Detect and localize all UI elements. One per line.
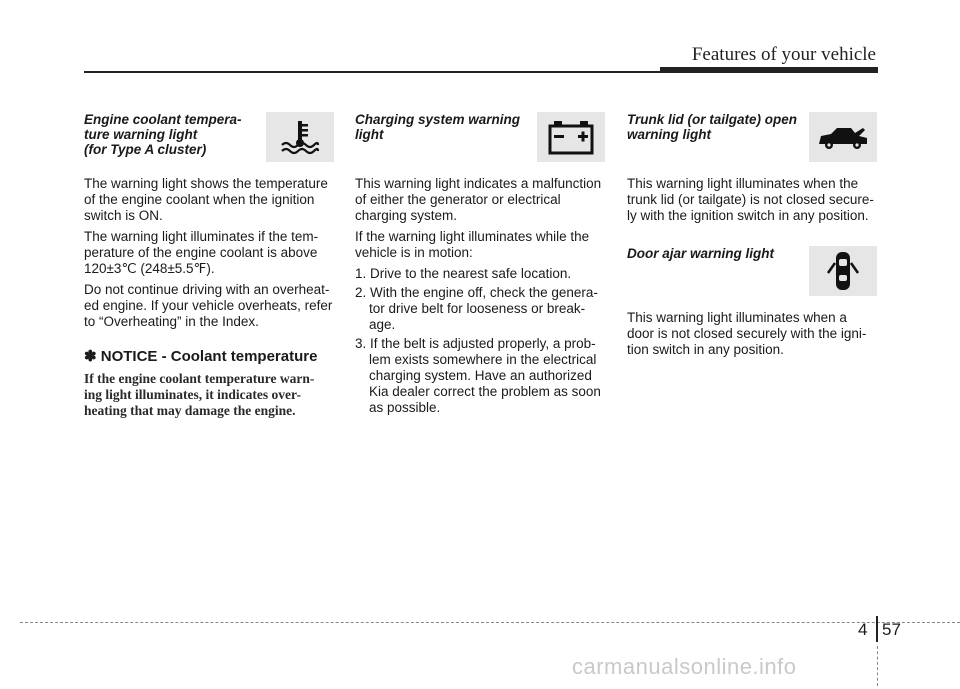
text-line: Kia dealer correct the problem as soon bbox=[369, 384, 601, 399]
text-line: 3. If the belt is adjusted properly, a prob- bbox=[355, 336, 596, 351]
paragraph bbox=[355, 176, 605, 224]
paragraph bbox=[355, 229, 605, 261]
text-line: ly with the ignition switch in any position. bbox=[627, 208, 869, 223]
heading-line: Door ajar warning light bbox=[627, 246, 775, 261]
running-header: Features of your vehicle bbox=[691, 44, 876, 65]
numbered-list bbox=[355, 266, 605, 416]
heading-line: warning light bbox=[627, 127, 711, 142]
text-line: of either the generator or electrical bbox=[355, 192, 561, 207]
list-item bbox=[355, 285, 605, 333]
footer-crop-mark bbox=[877, 646, 878, 686]
heading-line: Charging system warning bbox=[355, 112, 521, 127]
text-line: lem exists somewhere in the electrical bbox=[369, 352, 597, 367]
door-ajar-icon bbox=[809, 246, 877, 296]
text-line: ed engine. If your vehicle overheats, refer bbox=[84, 298, 333, 313]
coolant-temperature-icon bbox=[266, 112, 334, 162]
text-line: perature of the engine coolant is above bbox=[84, 245, 318, 260]
text-line: trunk lid (or tailgate) is not closed secure- bbox=[627, 192, 874, 207]
paragraph bbox=[84, 282, 334, 330]
heading-line: Trunk lid (or tailgate) open bbox=[627, 112, 798, 127]
column-trunk-door bbox=[627, 112, 877, 358]
text-line: door is not closed securely with the igni- bbox=[627, 326, 867, 341]
page-number-divider bbox=[876, 616, 878, 642]
text-line: If the engine coolant temperature warn- bbox=[84, 371, 315, 386]
heading-line: (for Type A cluster) bbox=[84, 142, 207, 157]
text-line: This warning light indicates a malfunction bbox=[355, 176, 602, 191]
column-charging-system bbox=[355, 112, 605, 419]
column-engine-coolant bbox=[84, 112, 334, 419]
watermark: carmanualsonline.info bbox=[572, 654, 797, 679]
text-line: heating that may damage the engine. bbox=[84, 403, 296, 418]
text-line: age. bbox=[369, 317, 396, 332]
text-line: tor drive belt for looseness or break- bbox=[369, 301, 586, 316]
notice-subtitle: - Coolant temperature bbox=[161, 348, 318, 365]
text-line: This warning light illuminates when a bbox=[627, 310, 847, 325]
text-line: to “Overheating” in the Index. bbox=[84, 314, 259, 329]
paragraph bbox=[627, 176, 877, 224]
section-heading-engine-coolant bbox=[84, 112, 254, 157]
battery-icon bbox=[537, 112, 605, 162]
header-rule-accent bbox=[660, 67, 878, 73]
text-line: charging system. bbox=[355, 208, 458, 223]
list-item bbox=[355, 266, 605, 282]
heading-line: Engine coolant tempera- bbox=[84, 112, 242, 127]
text-line: vehicle is in motion: bbox=[355, 245, 473, 260]
text-line: 2. With the engine off, check the genera- bbox=[355, 285, 598, 300]
section-heading-trunk-open bbox=[627, 112, 797, 142]
text-line: switch is ON. bbox=[84, 208, 163, 223]
text-line: tion switch in any position. bbox=[627, 342, 784, 357]
chapter-number: 4 bbox=[858, 620, 868, 639]
page-number: 57 bbox=[882, 620, 901, 639]
list-item bbox=[355, 336, 605, 416]
text-line: The warning light shows the temperature bbox=[84, 176, 328, 191]
text-line: 1. Drive to the nearest safe location. bbox=[355, 266, 572, 281]
text-line: This warning light illuminates when the bbox=[627, 176, 859, 191]
text-line: as possible. bbox=[369, 400, 441, 415]
footer-rule bbox=[20, 622, 960, 624]
text-line: The warning light illuminates if the tem- bbox=[84, 229, 319, 244]
section-heading-charging-system bbox=[355, 112, 525, 142]
paragraph bbox=[84, 176, 334, 224]
notice-star-icon: ✽ bbox=[84, 348, 97, 365]
paragraph bbox=[84, 229, 334, 277]
trunk-open-icon bbox=[809, 112, 877, 162]
heading-line: light bbox=[355, 127, 384, 142]
notice-body bbox=[84, 371, 334, 419]
paragraph bbox=[627, 310, 877, 358]
text-line: Do not continue driving with an overheat- bbox=[84, 282, 330, 297]
notice-label: NOTICE bbox=[100, 348, 158, 365]
text-line: ing light illuminates, it indicates over- bbox=[84, 387, 301, 402]
section-heading-door-ajar bbox=[627, 246, 797, 261]
text-line: charging system. Have an authorized bbox=[369, 368, 592, 383]
text-line: 120±3℃ (248±5.5℉). bbox=[84, 261, 215, 276]
heading-line: ture warning light bbox=[84, 127, 198, 142]
notice-heading bbox=[84, 347, 334, 365]
text-line: of the engine coolant when the ignition bbox=[84, 192, 315, 207]
text-line: If the warning light illuminates while the bbox=[355, 229, 590, 244]
